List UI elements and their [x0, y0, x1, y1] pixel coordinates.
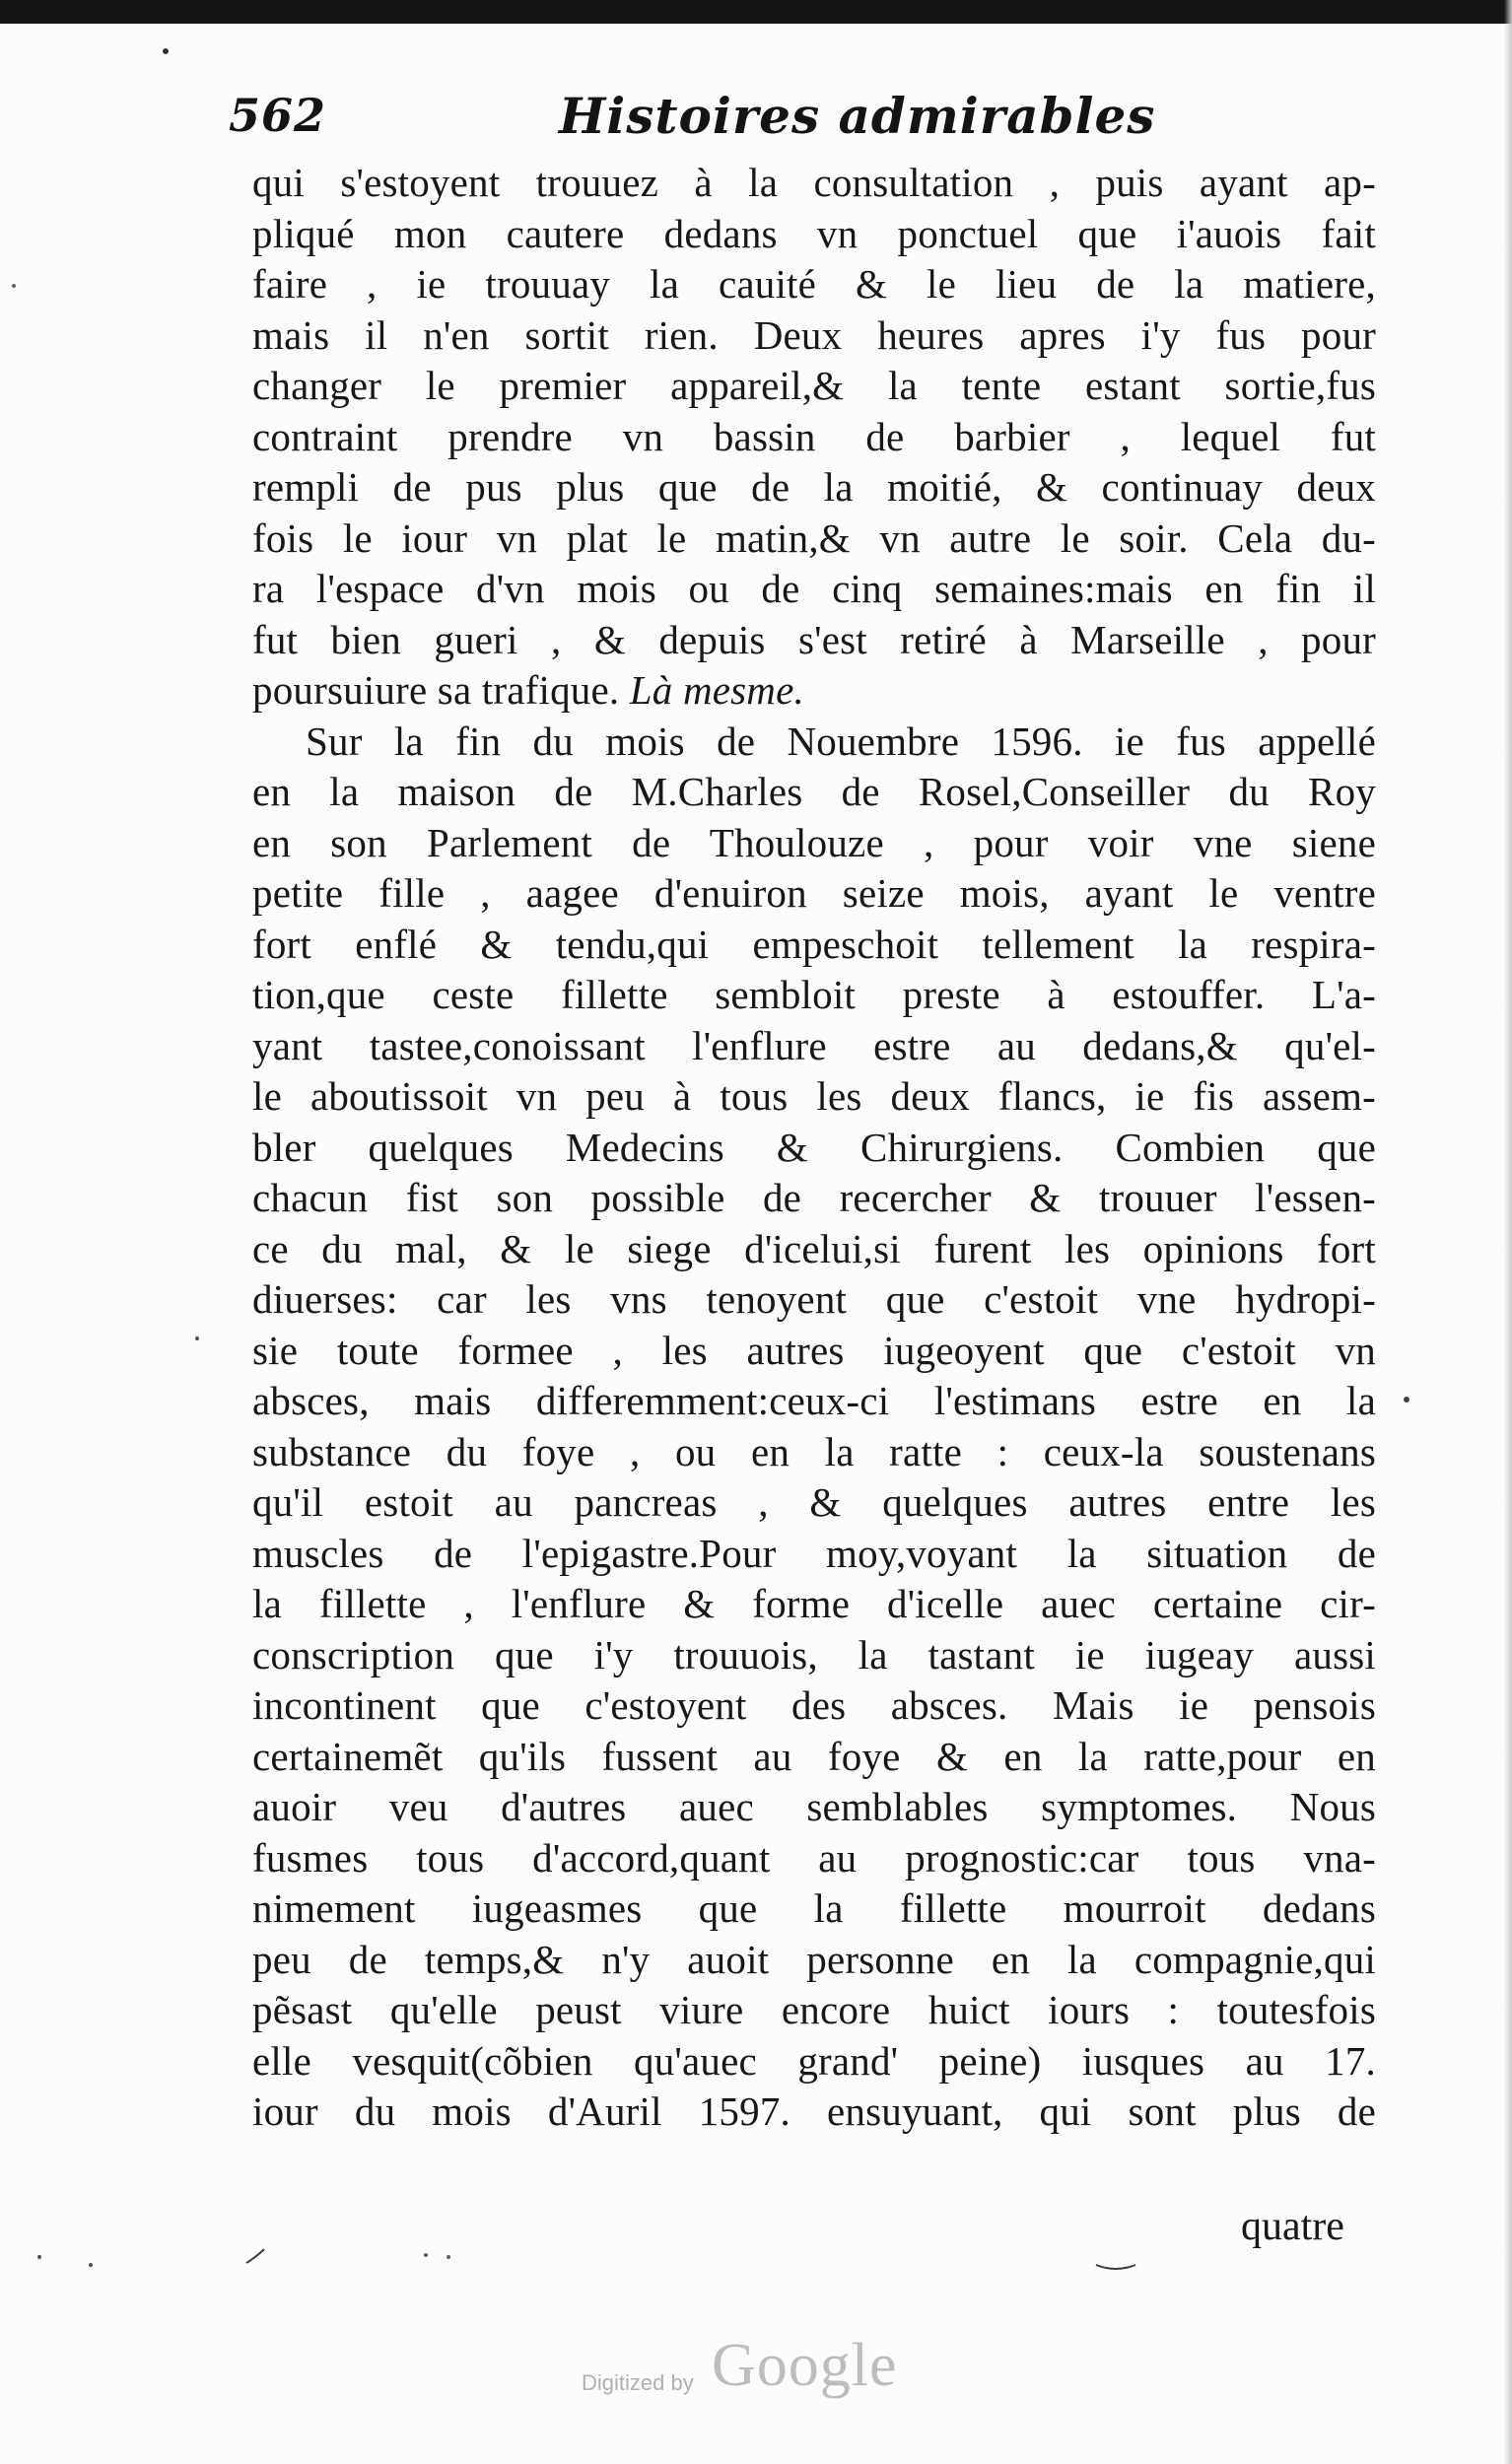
ink-speck [447, 2255, 450, 2259]
catchword: quatre [1241, 2204, 1344, 2249]
source-reference: Là mesme. [629, 667, 804, 713]
text-line: pliqué mon cautere dedans vn ponctuel que i'auois fait [252, 210, 1376, 256]
watermark-digitized-by: Digitized by [582, 2370, 694, 2395]
text-line: diuerses: car les vns tenoyent que c'estoit vne hydropi- [252, 1276, 1376, 1322]
ink-speck [195, 1336, 199, 1340]
text-line: en la maison de M.Charles de Rosel,Conseiller du Roy [252, 769, 1376, 814]
text-line: qui s'estoyent trouuez à la consultation , puis ayant ap- [252, 160, 1376, 205]
text-line: iour du mois d'Auril 1597. ensuyuant, qui sont plus de [252, 2088, 1376, 2134]
text-line: peu de temps,& n'y auoit personne en la compagnie,qui [252, 1936, 1376, 1982]
running-title: Histoires admirables [559, 87, 1156, 145]
text-line: en son Parlement de Thoulouze , pour voir vne siene [252, 819, 1376, 865]
text-line: substance du foye , ou en la ratte : ceux-la soustenans [252, 1428, 1376, 1474]
ink-stroke [1096, 2265, 1135, 2269]
ink-speck [163, 48, 169, 54]
ink-speck [89, 2263, 93, 2267]
text-line: rempli de pus plus que de la moitié, & continuay deux [252, 464, 1376, 510]
text-line: la fillette , l'enflure & forme d'icelle auec certaine cir- [252, 1581, 1376, 1626]
text-line: muscles de l'epigastre.Pour moy,voyant la situation de [252, 1530, 1376, 1576]
text-line: nimement iugeasmes que la fillette mourroit dedans [252, 1885, 1376, 1931]
text-line: tion,que ceste fillette sembloit preste à estouffer. L'a- [252, 972, 1376, 1017]
text-line: sie toute formee , les autres iugeoyent que c'estoit vn [252, 1327, 1376, 1373]
text-line: ce du mal, & le siege d'icelui,si furent les opinions fort [252, 1225, 1376, 1271]
text-line: pẽsast qu'elle peust viure encore huict iours : toutesfois [252, 1987, 1376, 2032]
text-line: yant tastee,conoissant l'enflure estre au dedans,& qu'el- [252, 1022, 1376, 1068]
text-line: conscription que i'y trouuois, la tastant ie iugeay aussi [252, 1631, 1376, 1677]
text-line: changer le premier appareil,& la tente estant sortie,fus [252, 363, 1376, 408]
text-line: chacun fist son possible de recercher & trouuer l'essen- [252, 1175, 1376, 1220]
text-line: absces, mais differemment:ceux-ci l'estimans estre en la [252, 1378, 1376, 1423]
text-line: petite fille , aagee d'enuiron seize mois, ayant le ventre [252, 870, 1376, 916]
text-line: le aboutissoit vn peu à tous les deux flancs, ie fis assem- [252, 1073, 1376, 1119]
text-line: fusmes tous d'accord,quant au prognostic:car tous vna- [252, 1834, 1376, 1881]
ink-speck [424, 2253, 428, 2257]
digitized-watermark [582, 2331, 936, 2410]
text-line: auoir veu d'autres auec semblables symptomes. Nous [252, 1784, 1376, 1829]
text-line: mais il n'en sortit rien. Deux heures apres i'y fus pour [252, 311, 1376, 358]
text-line: incontinent que c'estoyent des absces. Mais ie pensois [252, 1682, 1376, 1728]
text-line: fois le iour vn plat le matin,& vn autre le soir. Cela du- [252, 514, 1376, 561]
text-line: elle vesquit(cõbien qu'auec grand' peine) iusques au 17. [252, 2037, 1376, 2084]
ink-stroke [246, 2249, 264, 2263]
text-line: fut bien gueri , & depuis s'est retiré à Marseille , pour [252, 616, 1376, 662]
watermark-brand: Google [712, 2332, 898, 2399]
text-line: fort enflé & tendu,qui empeschoit tellement la respira- [252, 921, 1376, 967]
paragraph-end-text: poursuiure sa trafique. [252, 667, 620, 713]
text-line: faire , ie trouuay la cauité & le lieu de la matiere, [252, 261, 1376, 307]
text-line: certainemẽt qu'ils fussent au foye & en la ratte,pour en [252, 1733, 1376, 1779]
text-line: ra l'espace d'vn mois ou de cinq semaines:mais en fin il [252, 566, 1376, 611]
ink-speck [1404, 1397, 1409, 1403]
ink-speck [37, 2255, 41, 2259]
text-line: Sur la fin du mois de Nouembre 1596. ie fus appellé [306, 718, 1376, 764]
ink-speck [12, 284, 16, 288]
text-line: contraint prendre vn bassin de barbier , lequel fut [252, 413, 1376, 459]
text-line: qu'il estoit au pancreas , & quelques autres entre les [252, 1479, 1376, 1525]
page-number: 562 [229, 89, 327, 142]
text-line: bler quelques Medecins & Chirurgiens. Combien que [252, 1124, 1376, 1170]
